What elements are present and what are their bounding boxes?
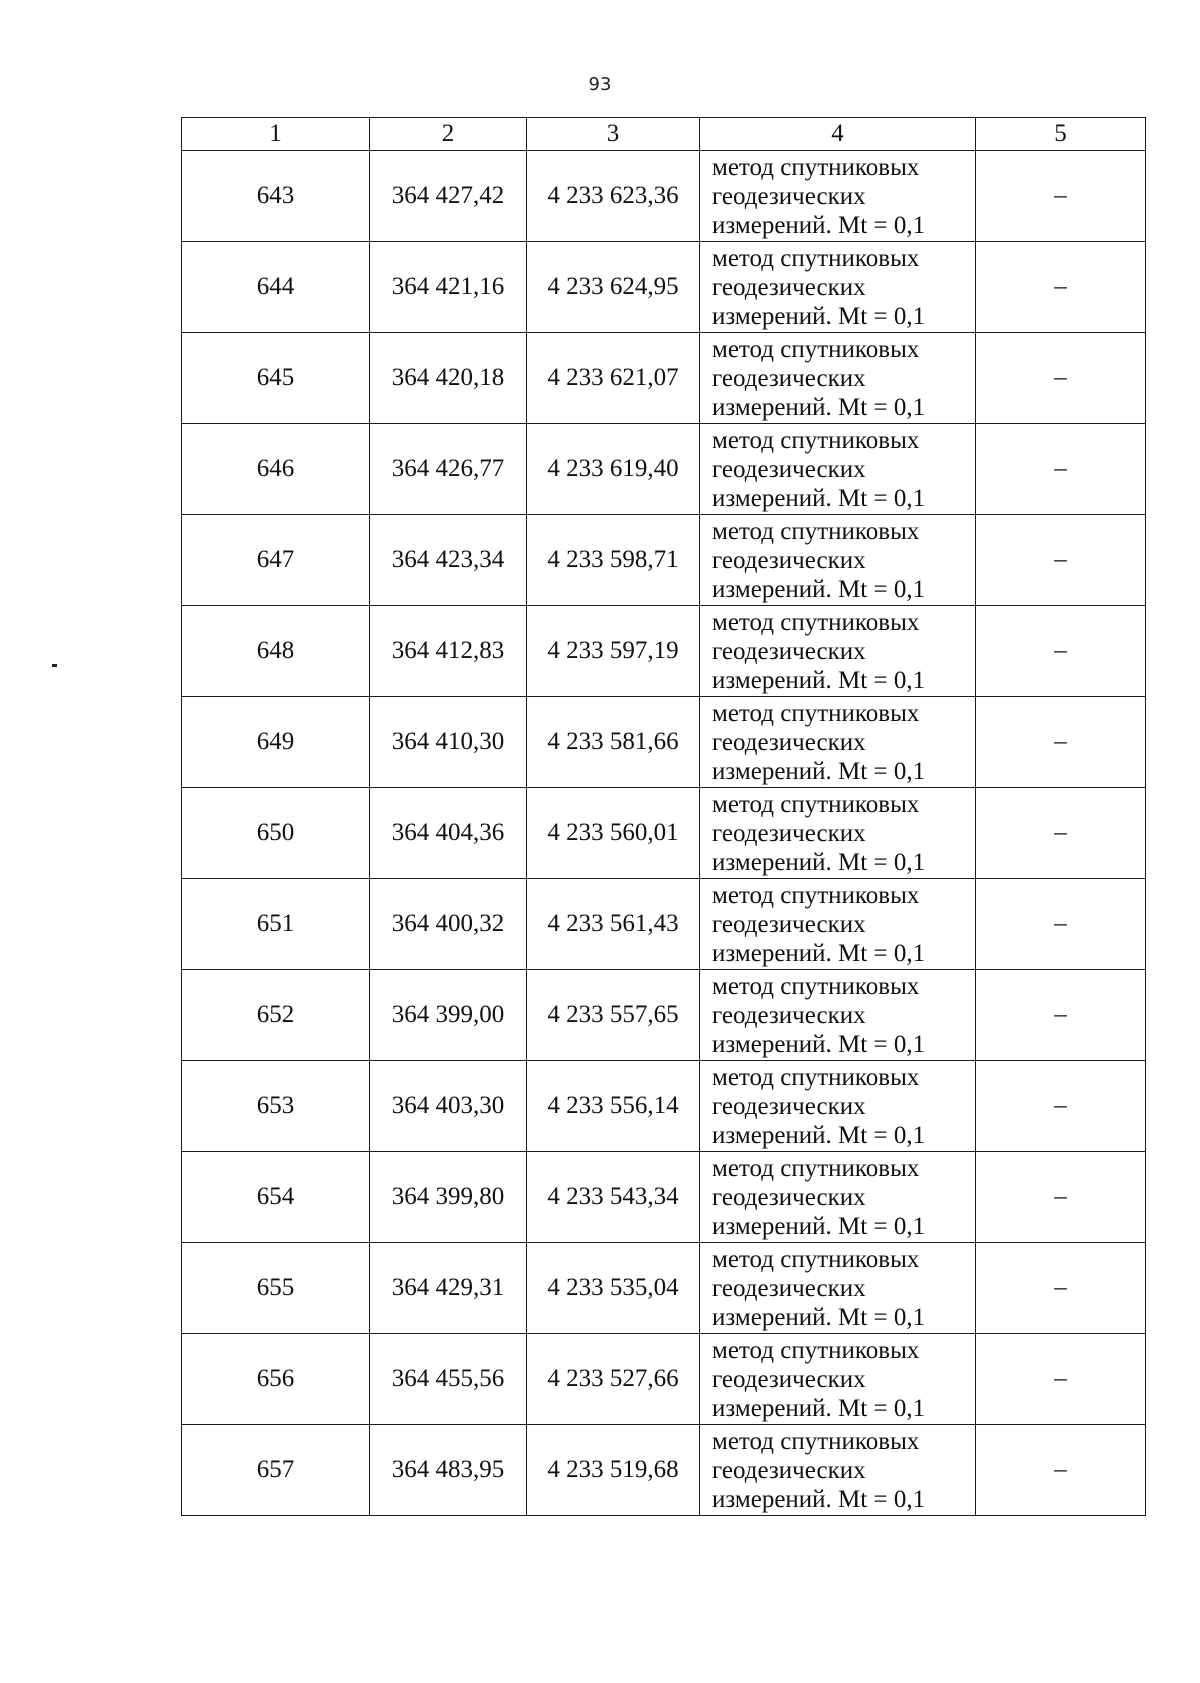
- point-number-cell: 644: [182, 242, 370, 333]
- y-coordinate-cell: 4 233 561,43: [527, 879, 700, 970]
- table-row: [182, 1152, 1146, 1243]
- page-number: 93: [588, 74, 612, 95]
- table-row: [182, 1243, 1146, 1334]
- method-line: метод спутниковых: [712, 1063, 920, 1091]
- point-number-cell: 648: [182, 606, 370, 697]
- point-number-cell: 645: [182, 333, 370, 424]
- description-cell: –: [976, 242, 1146, 333]
- method-line: метод спутниковых: [712, 608, 920, 636]
- column-header: 5: [976, 118, 1146, 151]
- method-line: геодезических: [712, 1274, 866, 1302]
- method-line: метод спутниковых: [712, 335, 920, 363]
- method-line: геодезических: [712, 819, 866, 847]
- y-coordinate-cell: 4 233 527,66: [527, 1334, 700, 1425]
- x-coordinate-cell: 364 403,30: [370, 1061, 527, 1152]
- table-row: [182, 151, 1146, 242]
- method-line: метод спутниковых: [712, 517, 920, 545]
- method-cell: [700, 151, 976, 242]
- method-line: измерений. Mt = 0,1: [712, 1121, 926, 1149]
- method-cell: [700, 1425, 976, 1516]
- x-coordinate-cell: 364 399,80: [370, 1152, 527, 1243]
- point-number-cell: 656: [182, 1334, 370, 1425]
- table-row: [182, 788, 1146, 879]
- point-number-cell: 651: [182, 879, 370, 970]
- table-row: [182, 515, 1146, 606]
- column-header: 2: [370, 118, 527, 151]
- y-coordinate-cell: 4 233 560,01: [527, 788, 700, 879]
- method-line: геодезических: [712, 910, 866, 938]
- description-cell: –: [976, 1425, 1146, 1516]
- method-line: метод спутниковых: [712, 699, 920, 727]
- method-line: геодезических: [712, 728, 866, 756]
- method-line: геодезических: [712, 364, 866, 392]
- method-cell: [700, 879, 976, 970]
- method-line: геодезических: [712, 1456, 866, 1484]
- table-row: [182, 606, 1146, 697]
- method-line: измерений. Mt = 0,1: [712, 211, 926, 239]
- x-coordinate-cell: 364 420,18: [370, 333, 527, 424]
- x-coordinate-cell: 364 426,77: [370, 424, 527, 515]
- point-number-cell: 649: [182, 697, 370, 788]
- method-cell: [700, 1334, 976, 1425]
- column-header: 1: [182, 118, 370, 151]
- x-coordinate-cell: 364 483,95: [370, 1425, 527, 1516]
- method-line: измерений. Mt = 0,1: [712, 1030, 926, 1058]
- table-row: [182, 1334, 1146, 1425]
- y-coordinate-cell: 4 233 535,04: [527, 1243, 700, 1334]
- y-coordinate-cell: 4 233 543,34: [527, 1152, 700, 1243]
- method-line: измерений. Mt = 0,1: [712, 575, 926, 603]
- y-coordinate-cell: 4 233 619,40: [527, 424, 700, 515]
- x-coordinate-cell: 364 404,36: [370, 788, 527, 879]
- method-line: метод спутниковых: [712, 972, 920, 1000]
- x-coordinate-cell: 364 421,16: [370, 242, 527, 333]
- method-line: метод спутниковых: [712, 1336, 920, 1364]
- table-row: [182, 1425, 1146, 1516]
- table-row: [182, 424, 1146, 515]
- x-coordinate-cell: 364 427,42: [370, 151, 527, 242]
- x-coordinate-cell: 364 455,56: [370, 1334, 527, 1425]
- y-coordinate-cell: 4 233 557,65: [527, 970, 700, 1061]
- method-line: измерений. Mt = 0,1: [712, 302, 926, 330]
- method-line: метод спутниковых: [712, 153, 920, 181]
- method-cell: [700, 970, 976, 1061]
- y-coordinate-cell: 4 233 624,95: [527, 242, 700, 333]
- x-coordinate-cell: 364 399,00: [370, 970, 527, 1061]
- method-line: измерений. Mt = 0,1: [712, 484, 926, 512]
- description-cell: –: [976, 515, 1146, 606]
- method-cell: [700, 1152, 976, 1243]
- description-cell: –: [976, 697, 1146, 788]
- y-coordinate-cell: 4 233 623,36: [527, 151, 700, 242]
- method-line: измерений. Mt = 0,1: [712, 848, 926, 876]
- method-line: метод спутниковых: [712, 790, 920, 818]
- description-cell: –: [976, 1243, 1146, 1334]
- point-number-cell: 652: [182, 970, 370, 1061]
- method-line: измерений. Mt = 0,1: [712, 1212, 926, 1240]
- description-cell: –: [976, 424, 1146, 515]
- point-number-cell: 643: [182, 151, 370, 242]
- method-line: измерений. Mt = 0,1: [712, 1303, 926, 1331]
- method-line: измерений. Mt = 0,1: [712, 393, 926, 421]
- y-coordinate-cell: 4 233 621,07: [527, 333, 700, 424]
- method-line: метод спутниковых: [712, 1154, 920, 1182]
- y-coordinate-cell: 4 233 597,19: [527, 606, 700, 697]
- point-number-cell: 646: [182, 424, 370, 515]
- point-number-cell: 657: [182, 1425, 370, 1516]
- method-cell: [700, 1061, 976, 1152]
- x-coordinate-cell: 364 423,34: [370, 515, 527, 606]
- table-row: [182, 242, 1146, 333]
- description-cell: –: [976, 1152, 1146, 1243]
- y-coordinate-cell: 4 233 556,14: [527, 1061, 700, 1152]
- description-cell: –: [976, 970, 1146, 1061]
- y-coordinate-cell: 4 233 519,68: [527, 1425, 700, 1516]
- method-line: метод спутниковых: [712, 881, 920, 909]
- method-cell: [700, 242, 976, 333]
- method-line: геодезических: [712, 1001, 866, 1029]
- method-line: метод спутниковых: [712, 1245, 920, 1273]
- method-cell: [700, 333, 976, 424]
- method-cell: [700, 515, 976, 606]
- description-cell: –: [976, 1061, 1146, 1152]
- description-cell: –: [976, 879, 1146, 970]
- method-line: измерений. Mt = 0,1: [712, 939, 926, 967]
- method-line: метод спутниковых: [712, 1427, 920, 1455]
- x-coordinate-cell: 364 400,32: [370, 879, 527, 970]
- table-body: [182, 151, 1146, 1516]
- point-number-cell: 653: [182, 1061, 370, 1152]
- method-line: геодезических: [712, 1183, 866, 1211]
- description-cell: –: [976, 788, 1146, 879]
- y-coordinate-cell: 4 233 581,66: [527, 697, 700, 788]
- table-row: [182, 1061, 1146, 1152]
- method-cell: [700, 788, 976, 879]
- scan-speck: [52, 664, 57, 667]
- method-line: геодезических: [712, 273, 866, 301]
- method-line: метод спутниковых: [712, 426, 920, 454]
- method-cell: [700, 606, 976, 697]
- description-cell: –: [976, 333, 1146, 424]
- description-cell: –: [976, 606, 1146, 697]
- method-cell: [700, 1243, 976, 1334]
- method-line: геодезических: [712, 546, 866, 574]
- point-number-cell: 655: [182, 1243, 370, 1334]
- method-line: геодезических: [712, 637, 866, 665]
- coordinates-table: [181, 117, 1146, 1516]
- table-row: [182, 333, 1146, 424]
- y-coordinate-cell: 4 233 598,71: [527, 515, 700, 606]
- point-number-cell: 654: [182, 1152, 370, 1243]
- column-header: 4: [700, 118, 976, 151]
- method-line: метод спутниковых: [712, 244, 920, 272]
- method-line: геодезических: [712, 182, 866, 210]
- description-cell: –: [976, 151, 1146, 242]
- column-header: 3: [527, 118, 700, 151]
- method-line: геодезических: [712, 1092, 866, 1120]
- table-row: [182, 970, 1146, 1061]
- method-cell: [700, 424, 976, 515]
- method-line: измерений. Mt = 0,1: [712, 666, 926, 694]
- method-line: измерений. Mt = 0,1: [712, 1394, 926, 1422]
- table-header-row: [182, 118, 1146, 151]
- point-number-cell: 650: [182, 788, 370, 879]
- method-line: измерений. Mt = 0,1: [712, 757, 926, 785]
- method-line: геодезических: [712, 455, 866, 483]
- x-coordinate-cell: 364 412,83: [370, 606, 527, 697]
- table-row: [182, 879, 1146, 970]
- table-row: [182, 697, 1146, 788]
- method-line: измерений. Mt = 0,1: [712, 1485, 926, 1513]
- x-coordinate-cell: 364 429,31: [370, 1243, 527, 1334]
- point-number-cell: 647: [182, 515, 370, 606]
- method-cell: [700, 697, 976, 788]
- method-line: геодезических: [712, 1365, 866, 1393]
- x-coordinate-cell: 364 410,30: [370, 697, 527, 788]
- description-cell: –: [976, 1334, 1146, 1425]
